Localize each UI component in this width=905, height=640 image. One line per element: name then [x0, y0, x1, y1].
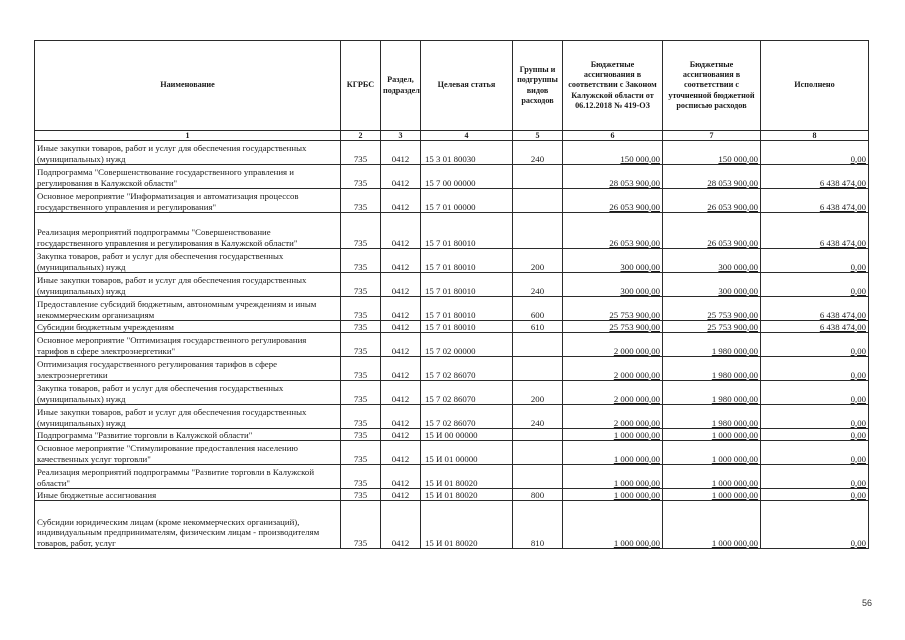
column-number: 1 [35, 131, 341, 141]
row-executed-amount: 0,00 [761, 501, 869, 549]
row-law-amount: 1 000 000,00 [563, 465, 663, 489]
row-expense-group [513, 429, 563, 441]
table-row [35, 165, 869, 189]
row-kgrbs: 735 [341, 321, 381, 333]
header-kgrbs: КГРБС [341, 41, 381, 131]
table-row [35, 501, 869, 549]
row-name: Предоставление субсидий бюджетным, автономным учреждениям и иным некоммерческим организациям [35, 297, 341, 321]
row-name: Подпрограмма "Развитие торговли в Калужской области" [35, 429, 341, 441]
header-name: Наименование [35, 41, 341, 131]
row-kgrbs: 735 [341, 465, 381, 489]
row-kgrbs: 735 [341, 381, 381, 405]
header-executed: Исполнено [761, 41, 869, 131]
table-row [35, 189, 869, 213]
row-plan-amount: 1 000 000,00 [663, 429, 761, 441]
row-executed-amount: 0,00 [761, 273, 869, 297]
row-law-amount: 2 000 000,00 [563, 333, 663, 357]
row-name: Иные закупки товаров, работ и услуг для обеспечения государственных (муниципальных) нужд [35, 141, 341, 165]
row-law-amount: 26 053 900,00 [563, 189, 663, 213]
row-expense-group [513, 333, 563, 357]
row-plan-amount: 300 000,00 [663, 249, 761, 273]
row-executed-amount: 6 438 474,00 [761, 213, 869, 249]
row-razdel: 0412 [381, 501, 421, 549]
row-expense-group: 240 [513, 273, 563, 297]
row-executed-amount: 0,00 [761, 333, 869, 357]
row-target-article: 15 7 02 86070 [421, 381, 513, 405]
row-razdel: 0412 [381, 381, 421, 405]
row-target-article: 15 3 01 80030 [421, 141, 513, 165]
row-razdel: 0412 [381, 249, 421, 273]
table-row [35, 297, 869, 321]
header-razdel: Раздел, подраздел [381, 41, 421, 131]
row-plan-amount: 26 053 900,00 [663, 213, 761, 249]
row-law-amount: 25 753 900,00 [563, 297, 663, 321]
row-executed-amount: 6 438 474,00 [761, 165, 869, 189]
row-target-article: 15 7 00 00000 [421, 165, 513, 189]
row-target-article: 15 7 02 86070 [421, 357, 513, 381]
row-expense-group: 600 [513, 297, 563, 321]
row-name: Основное мероприятие "Стимулирование предоставления населению качественных услуг торговли" [35, 441, 341, 465]
row-kgrbs: 735 [341, 297, 381, 321]
row-razdel: 0412 [381, 333, 421, 357]
table-row [35, 489, 869, 501]
row-plan-amount: 1 980 000,00 [663, 405, 761, 429]
column-number-row [35, 131, 869, 141]
table-row [35, 333, 869, 357]
row-target-article: 15 7 02 00000 [421, 333, 513, 357]
table-row [35, 321, 869, 333]
row-expense-group [513, 189, 563, 213]
row-target-article: 15 И 01 80020 [421, 501, 513, 549]
row-kgrbs: 735 [341, 213, 381, 249]
row-law-amount: 300 000,00 [563, 249, 663, 273]
row-kgrbs: 735 [341, 273, 381, 297]
row-name: Субсидии бюджетным учреждениям [35, 321, 341, 333]
table-row [35, 405, 869, 429]
row-kgrbs: 735 [341, 141, 381, 165]
row-target-article: 15 7 02 86070 [421, 405, 513, 429]
row-name: Закупка товаров, работ и услуг для обеспечения государственных (муниципальных) нужд [35, 381, 341, 405]
row-plan-amount: 28 053 900,00 [663, 165, 761, 189]
row-expense-group: 240 [513, 405, 563, 429]
row-law-amount: 25 753 900,00 [563, 321, 663, 333]
page-number: 56 [862, 598, 873, 608]
row-target-article: 15 И 01 00000 [421, 441, 513, 465]
header-target-article: Целевая статья [421, 41, 513, 131]
row-razdel: 0412 [381, 141, 421, 165]
row-name: Основное мероприятие "Информатизация и автоматизация процессов государственного управления и регулирования" [35, 189, 341, 213]
row-kgrbs: 735 [341, 501, 381, 549]
row-plan-amount: 1 000 000,00 [663, 501, 761, 549]
table-row [35, 213, 869, 249]
column-number: 4 [421, 131, 513, 141]
row-executed-amount: 6 438 474,00 [761, 321, 869, 333]
row-plan-amount: 1 000 000,00 [663, 489, 761, 501]
table-row [35, 273, 869, 297]
row-razdel: 0412 [381, 297, 421, 321]
header-row [35, 41, 869, 131]
row-executed-amount: 0,00 [761, 249, 869, 273]
row-razdel: 0412 [381, 321, 421, 333]
row-law-amount: 150 000,00 [563, 141, 663, 165]
row-kgrbs: 735 [341, 357, 381, 381]
row-law-amount: 26 053 900,00 [563, 213, 663, 249]
row-plan-amount: 150 000,00 [663, 141, 761, 165]
row-name: Оптимизация государственного регулирования тарифов в сфере электроэнергетики [35, 357, 341, 381]
row-executed-amount: 0,00 [761, 489, 869, 501]
row-target-article: 15 И 00 00000 [421, 429, 513, 441]
row-razdel: 0412 [381, 213, 421, 249]
row-target-article: 15 И 01 80020 [421, 489, 513, 501]
row-name: Реализация мероприятий подпрограммы "Развитие торговли в Калужской области" [35, 465, 341, 489]
header-law-allocations: Бюджетные ассигнования в соответствии с Законом Калужской области от 06.12.2018 № 419-ОЗ [563, 41, 663, 131]
row-target-article: 15 7 01 80010 [421, 249, 513, 273]
row-plan-amount: 25 753 900,00 [663, 297, 761, 321]
row-executed-amount: 0,00 [761, 429, 869, 441]
row-plan-amount: 1 980 000,00 [663, 333, 761, 357]
row-expense-group: 800 [513, 489, 563, 501]
row-target-article: 15 7 01 80010 [421, 273, 513, 297]
row-plan-amount: 25 753 900,00 [663, 321, 761, 333]
table-row [35, 249, 869, 273]
row-kgrbs: 735 [341, 249, 381, 273]
row-name: Реализация мероприятий подпрограммы "Совершенствование государственного управления и регулирования в Калужской области" [35, 213, 341, 249]
row-name: Основное мероприятие "Оптимизация государственного регулирования тарифов в сфере электроэнергетики" [35, 333, 341, 357]
row-target-article: 15 7 01 80010 [421, 297, 513, 321]
row-target-article: 15 7 01 00000 [421, 189, 513, 213]
row-name: Субсидии юридическим лицам (кроме некоммерческих организаций), индивидуальным предпринимателям, физическим лицам - производителям товаров, работ, услуг [35, 501, 341, 549]
row-executed-amount: 0,00 [761, 441, 869, 465]
row-executed-amount: 6 438 474,00 [761, 189, 869, 213]
row-expense-group [513, 441, 563, 465]
row-target-article: 15 7 01 80010 [421, 213, 513, 249]
row-expense-group: 200 [513, 381, 563, 405]
row-name: Закупка товаров, работ и услуг для обеспечения государственных (муниципальных) нужд [35, 249, 341, 273]
row-plan-amount: 1 980 000,00 [663, 357, 761, 381]
row-name: Иные закупки товаров, работ и услуг для обеспечения государственных (муниципальных) нужд [35, 405, 341, 429]
row-plan-amount: 26 053 900,00 [663, 189, 761, 213]
column-number: 6 [563, 131, 663, 141]
row-expense-group [513, 165, 563, 189]
row-razdel: 0412 [381, 273, 421, 297]
row-law-amount: 1 000 000,00 [563, 441, 663, 465]
row-kgrbs: 735 [341, 489, 381, 501]
row-law-amount: 2 000 000,00 [563, 357, 663, 381]
row-expense-group: 200 [513, 249, 563, 273]
row-law-amount: 1 000 000,00 [563, 489, 663, 501]
table-row [35, 357, 869, 381]
row-kgrbs: 735 [341, 165, 381, 189]
row-expense-group [513, 465, 563, 489]
row-executed-amount: 0,00 [761, 357, 869, 381]
row-executed-amount: 6 438 474,00 [761, 297, 869, 321]
column-number: 5 [513, 131, 563, 141]
row-expense-group: 240 [513, 141, 563, 165]
table-row [35, 381, 869, 405]
row-razdel: 0412 [381, 357, 421, 381]
row-executed-amount: 0,00 [761, 381, 869, 405]
row-executed-amount: 0,00 [761, 141, 869, 165]
row-razdel: 0412 [381, 441, 421, 465]
row-law-amount: 1 000 000,00 [563, 501, 663, 549]
row-kgrbs: 735 [341, 441, 381, 465]
row-plan-amount: 1 980 000,00 [663, 381, 761, 405]
column-number: 8 [761, 131, 869, 141]
row-razdel: 0412 [381, 165, 421, 189]
table-row [35, 141, 869, 165]
row-expense-group [513, 357, 563, 381]
row-target-article: 15 И 01 80020 [421, 465, 513, 489]
row-expense-group: 610 [513, 321, 563, 333]
budget-table [34, 40, 869, 549]
row-law-amount: 300 000,00 [563, 273, 663, 297]
row-executed-amount: 0,00 [761, 405, 869, 429]
table-row [35, 441, 869, 465]
row-razdel: 0412 [381, 405, 421, 429]
row-plan-amount: 300 000,00 [663, 273, 761, 297]
row-law-amount: 2 000 000,00 [563, 405, 663, 429]
row-plan-amount: 1 000 000,00 [663, 441, 761, 465]
table-row [35, 465, 869, 489]
column-number: 7 [663, 131, 761, 141]
row-razdel: 0412 [381, 489, 421, 501]
row-expense-group: 810 [513, 501, 563, 549]
row-razdel: 0412 [381, 429, 421, 441]
header-plan-allocations: Бюджетные ассигнования в соответствии с уточненной бюджетной росписью расходов [663, 41, 761, 131]
row-kgrbs: 735 [341, 333, 381, 357]
column-number: 2 [341, 131, 381, 141]
header-expense-groups: Группы и подгруппы видов расходов [513, 41, 563, 131]
row-kgrbs: 735 [341, 189, 381, 213]
row-target-article: 15 7 01 80010 [421, 321, 513, 333]
row-name: Иные бюджетные ассигнования [35, 489, 341, 501]
row-plan-amount: 1 000 000,00 [663, 465, 761, 489]
column-number: 3 [381, 131, 421, 141]
row-name: Подпрограмма "Совершенствование государственного управления и регулирования в Калужской области" [35, 165, 341, 189]
table-row [35, 429, 869, 441]
row-name: Иные закупки товаров, работ и услуг для обеспечения государственных (муниципальных) нужд [35, 273, 341, 297]
row-kgrbs: 735 [341, 405, 381, 429]
row-expense-group [513, 213, 563, 249]
row-razdel: 0412 [381, 465, 421, 489]
row-razdel: 0412 [381, 189, 421, 213]
row-kgrbs: 735 [341, 429, 381, 441]
row-law-amount: 2 000 000,00 [563, 381, 663, 405]
row-executed-amount: 0,00 [761, 465, 869, 489]
row-law-amount: 28 053 900,00 [563, 165, 663, 189]
row-law-amount: 1 000 000,00 [563, 429, 663, 441]
